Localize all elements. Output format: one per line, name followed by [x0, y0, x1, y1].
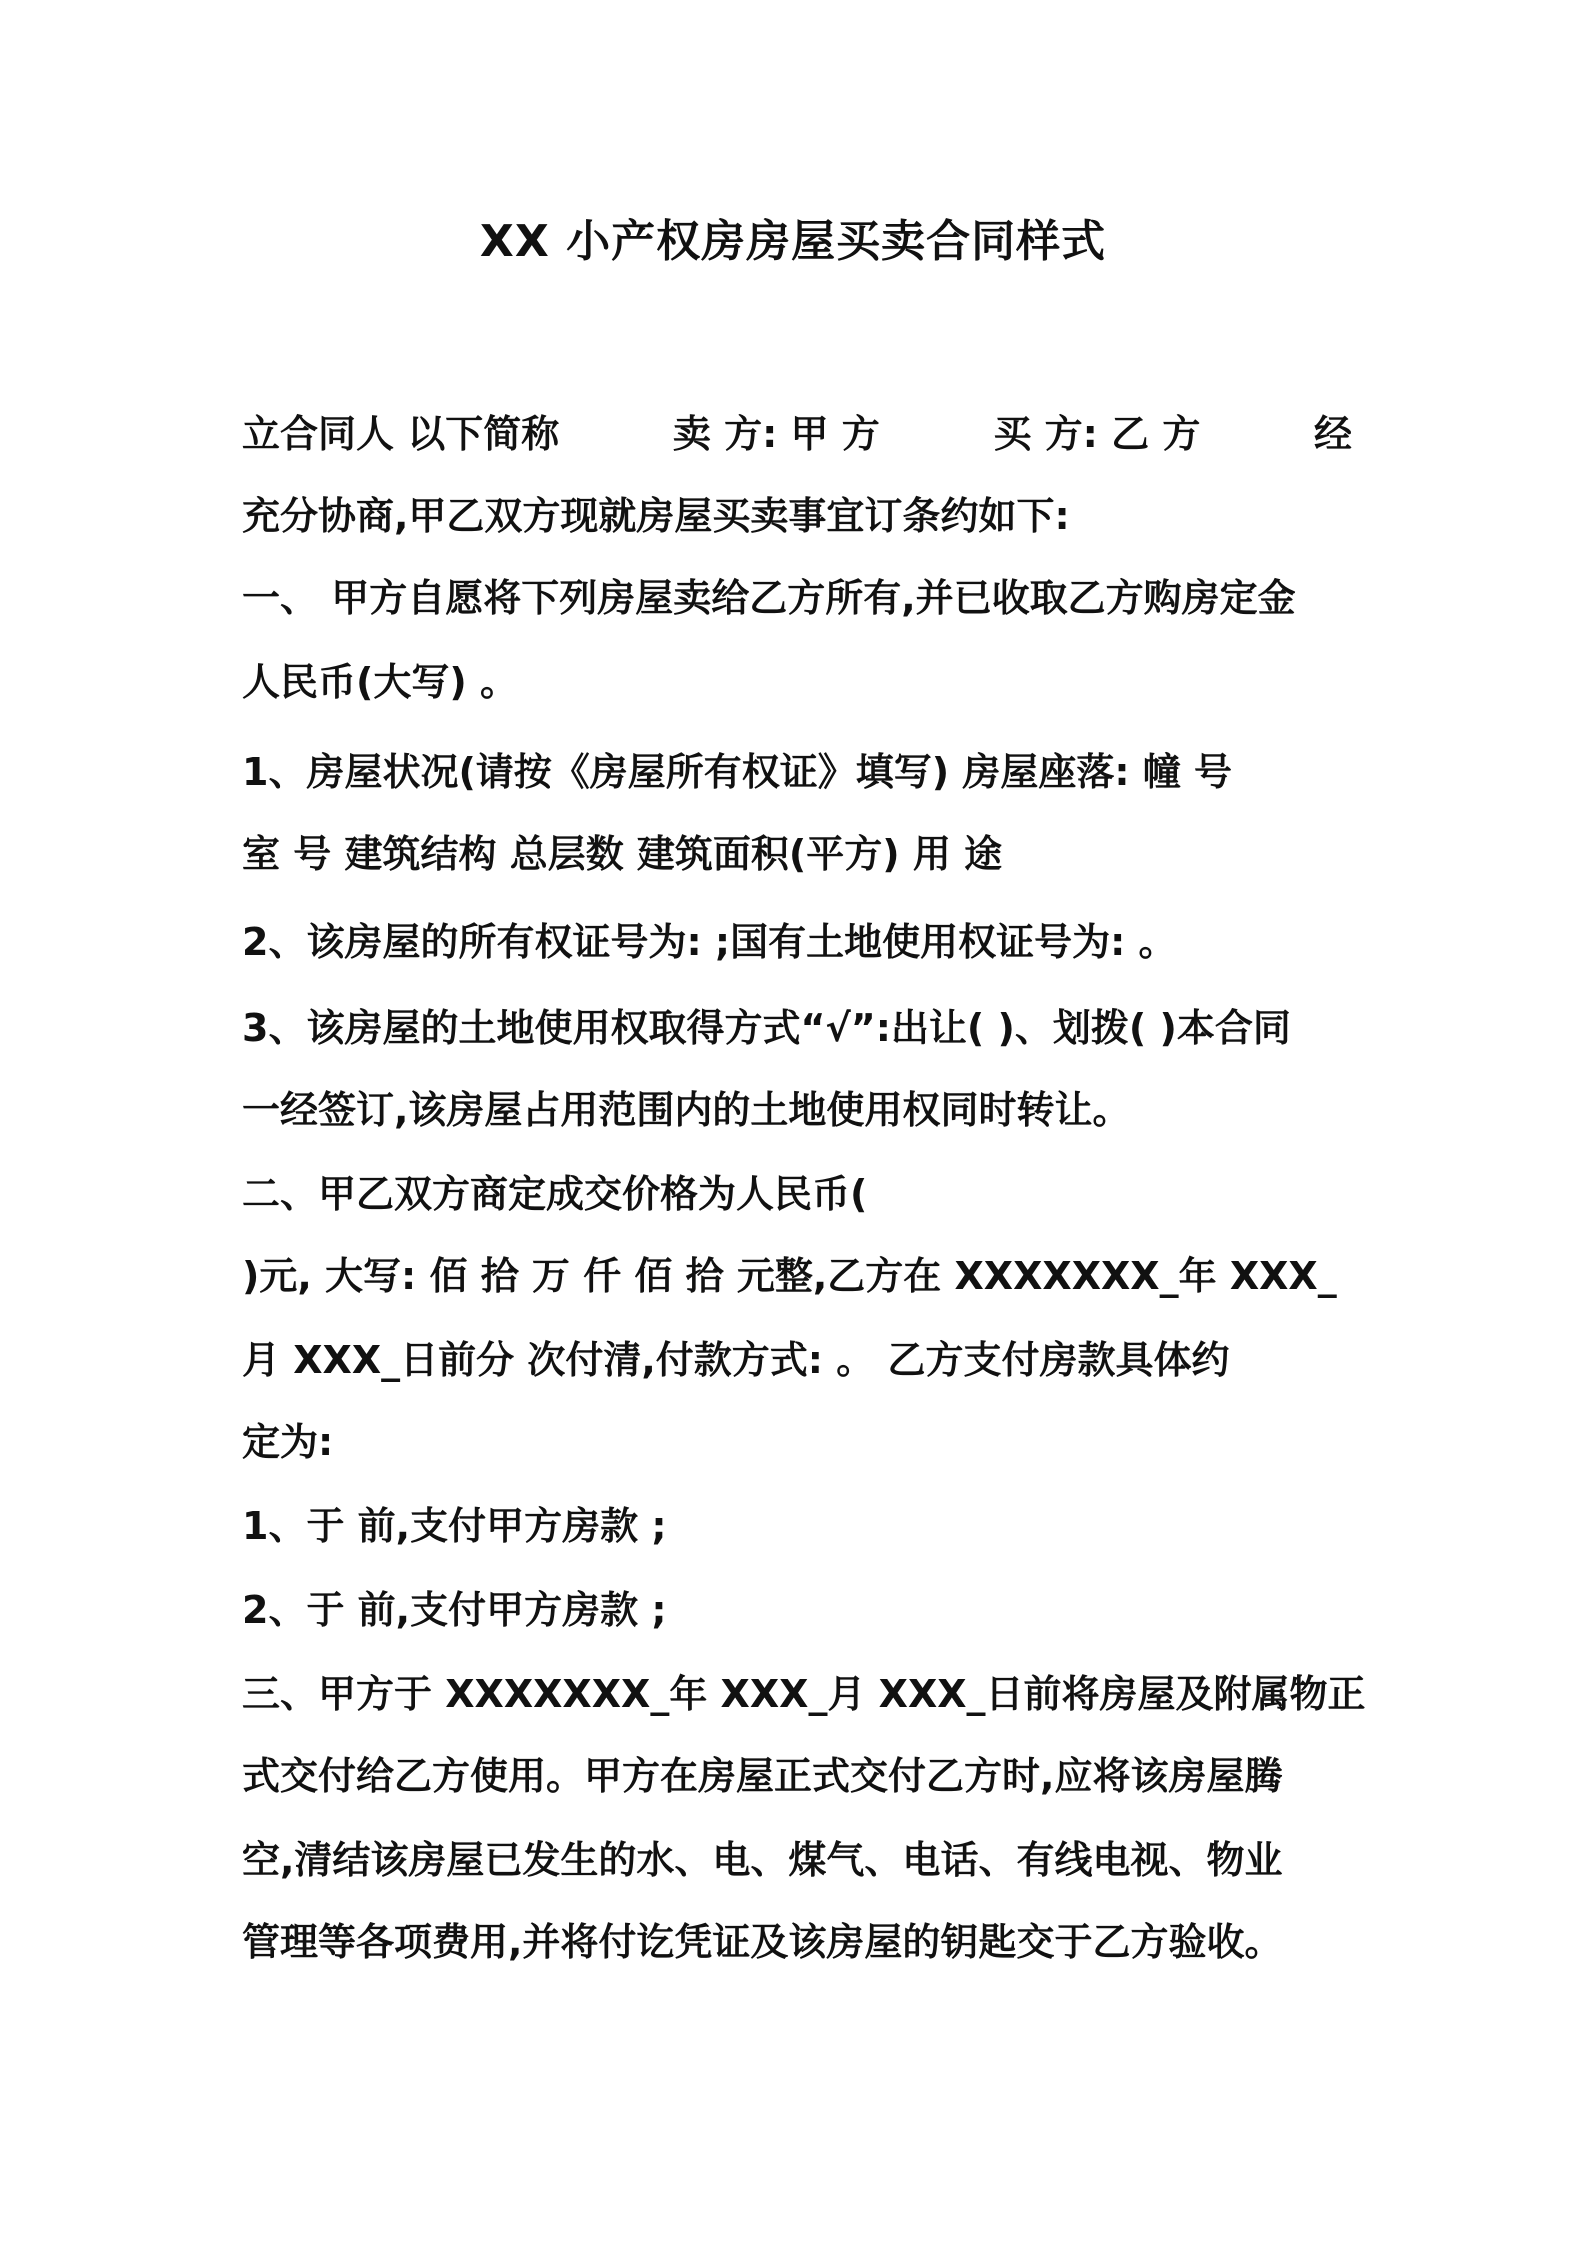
paragraph-line: 2、该房屋的所有权证号为: ;国有土地使用权证号为: 。	[242, 920, 1177, 964]
paragraph-line: 月 XXX_日前分 次付清,付款方式: 。 乙方支付房款具体约	[242, 1338, 1230, 1382]
paragraph-line: 1、于 前,支付甲方房款 ;	[242, 1504, 667, 1548]
paragraph-line: 定为:	[242, 1420, 334, 1464]
paragraph-line: 3、该房屋的土地使用权取得方式“√”:出让( )、划拨( )本合同	[242, 1006, 1291, 1050]
intro-continuation: 经	[1313, 412, 1352, 456]
paragraph-line: 三、甲方于 XXXXXXX_年 XXX_月 XXX_日前将房屋及附属物正	[242, 1672, 1366, 1716]
paragraph-line: 1、房屋状况(请按《房屋所有权证》填写) 房屋座落: 幢 号	[242, 750, 1233, 794]
intro-buyer: 买 方: 乙 方	[993, 412, 1201, 456]
paragraph-line: 管理等各项费用,并将付讫凭证及该房屋的钥匙交于乙方验收。	[242, 1920, 1283, 1964]
paragraph-line: 人民币(大写) 。	[242, 660, 518, 704]
paragraph-line: 一、 甲方自愿将下列房屋卖给乙方所有,并已收取乙方购房定金	[242, 576, 1296, 620]
paragraph-line: 二、甲乙双方商定成交价格为人民币(	[242, 1172, 868, 1216]
paragraph-line: 空,清结该房屋已发生的水、电、煤气、电话、有线电视、物业	[242, 1838, 1283, 1882]
paragraph-line: 式交付给乙方使用。甲方在房屋正式交付乙方时,应将该房屋腾	[242, 1754, 1283, 1798]
paragraph-line: )元, 大写: 佰 拾 万 仟 佰 拾 元整,乙方在 XXXXXXX_年 XXX_	[242, 1254, 1337, 1298]
intro-seller: 卖 方: 甲 方	[672, 412, 880, 456]
paragraph-line: 一经签订,该房屋占用范围内的土地使用权同时转让。	[242, 1088, 1131, 1132]
paragraph-line: 充分协商,甲乙双方现就房屋买卖事宜订条约如下:	[242, 494, 1070, 538]
intro-parties-label: 立合同人 以下简称	[242, 412, 560, 456]
document-title: XX 小产权房房屋买卖合同样式	[479, 216, 1107, 267]
intro-line	[242, 404, 1352, 464]
paragraph-line: 2、于 前,支付甲方房款 ;	[242, 1588, 667, 1632]
paragraph-line: 室 号 建筑结构 总层数 建筑面积(平方) 用 途	[242, 832, 1003, 876]
